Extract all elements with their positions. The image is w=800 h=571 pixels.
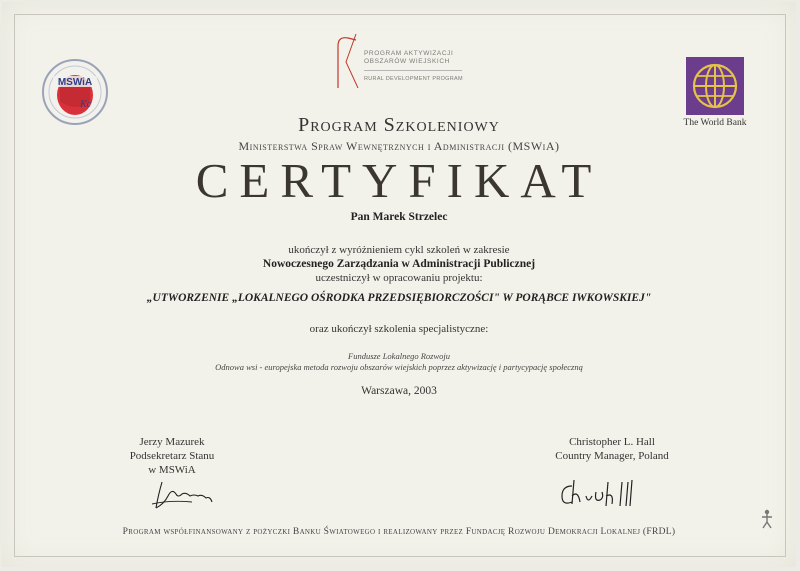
program-name-line1: PROGRAM AKTYWIZACJI: [364, 50, 454, 57]
world-bank-logo: [686, 57, 744, 115]
place-date: Warszawa, 2003: [361, 385, 437, 397]
training-field: Nowoczesnego Zarządzania w Administracji Publicznej: [262, 258, 536, 270]
program-name-line2: OBSZARÓW WIEJSKICH: [364, 58, 450, 65]
rural-development-logo: [334, 32, 484, 92]
program-title: Program Szkoleniowy: [298, 114, 500, 136]
signatory-right-title: Country Manager, Poland: [555, 450, 669, 462]
program-mark-icon: [334, 32, 364, 92]
program-rule: [364, 70, 462, 71]
course-item: Odnowa wsi - europejska metoda rozwoju obszarów wiejskich poprzez aktywizację i partycypację społeczną: [215, 362, 583, 372]
signature-right-icon: [558, 474, 658, 514]
recipient-name: Pan Marek Strzelec: [350, 211, 448, 223]
globe-icon: [686, 57, 744, 115]
specialist-intro: oraz ukończył szkolenia specjalistyczne:: [309, 323, 489, 335]
course-item: Fundusze Lokalnego Rozwoju: [348, 351, 450, 361]
footer-funding-note: Program współfinansowany z pożyczki Banku Światowego i realizowany przez Fundację Rozwoju Demokracji Lokalnej (FRDL): [122, 527, 676, 537]
signatory-left-institution: w MSWiA: [148, 464, 196, 476]
signatory-left: [92, 435, 252, 477]
signatory-left-title: Podsekretarz Stanu: [129, 450, 215, 462]
completion-line: ukończył z wyróżnieniem cykl szkoleń w zakresie: [288, 244, 510, 256]
signature-left-icon: [150, 474, 230, 514]
frdl-figure-icon: [756, 508, 778, 530]
signatory-right: [522, 435, 702, 463]
signatory-right-name: Christopher L. Hall: [569, 436, 655, 448]
project-intro: uczestniczył w opracowaniu projektu:: [315, 272, 483, 284]
program-name-english: RURAL DEVELOPMENT PROGRAM: [364, 76, 463, 82]
svg-text:Kc: Kc: [80, 99, 92, 110]
certificate-title: CERTYFIKAT: [195, 153, 603, 208]
signatory-left-name: Jerzy Mazurek: [139, 436, 205, 448]
certificate-page: [2, 2, 796, 567]
world-bank-label: The World Bank: [683, 118, 747, 128]
project-title: „UTWORZENIE „LOKALNEGO OŚRODKA PRZEDSIĘBIORCZOŚCI" W PORĄBCE IWKOWSKIEJ": [146, 292, 652, 304]
mswia-seal-text: MSWiA: [57, 77, 93, 88]
ministry-name: Ministerstwa Spraw Wewnętrznych i Administracji (MSWiA): [238, 139, 560, 153]
